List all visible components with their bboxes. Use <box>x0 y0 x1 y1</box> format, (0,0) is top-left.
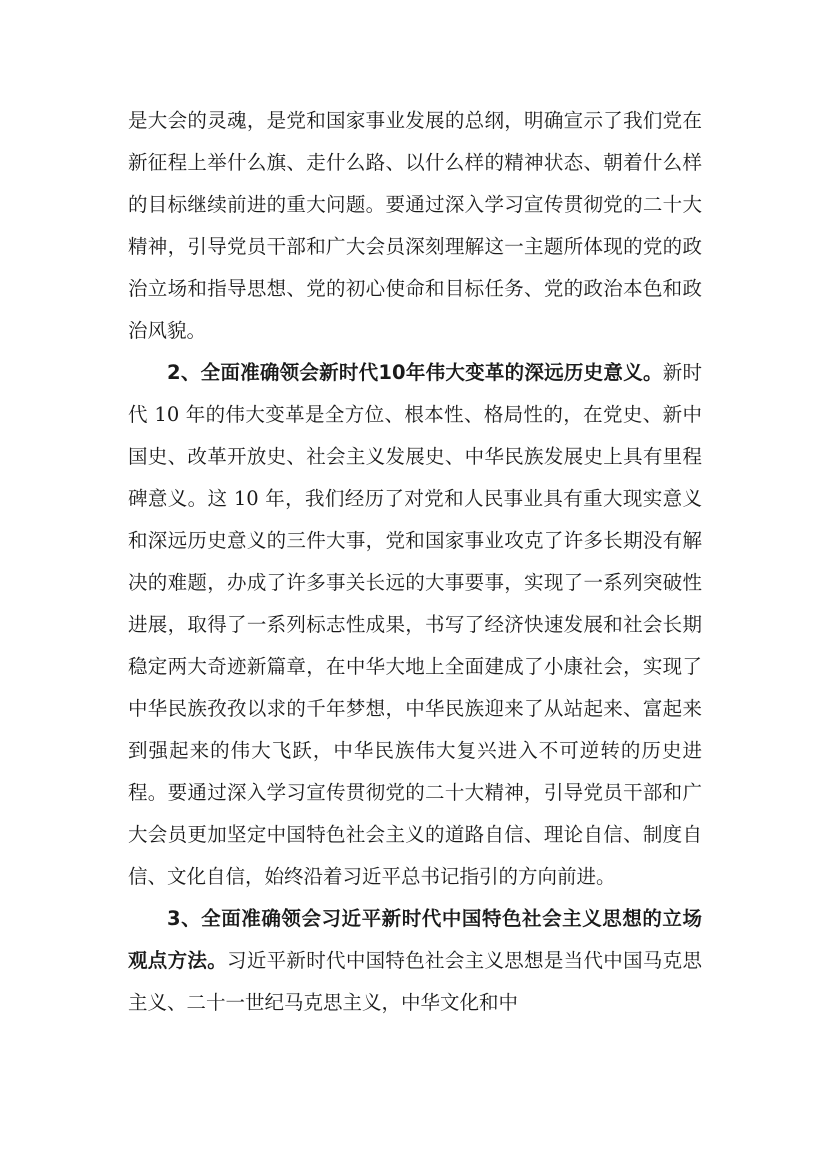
paragraph-1 <box>128 100 702 352</box>
paragraph-3 <box>128 898 702 1024</box>
paragraph-1-text: 是大会的灵魂，是党和国家事业发展的总纲，明确宣示了我们党在新征程上举什么旗、走什么路、以什么样的精神状态、朝着什么样的目标继续前进的重大问题。要通过深入学习宣传贯彻党的二十大精神，引导党员干部和广大会员深刻理解这一主题所体现的党的政治立场和指导思想、党的初心使命和目标任务、党的政治本色和政治风貌。 <box>128 109 702 342</box>
paragraph-2 <box>128 352 702 898</box>
paragraph-2-text: 新时代 10 年的伟大变革是全方位、根本性、格局性的，在党史、新中国史、改革开放史、社会主义发展史、中华民族发展史上具有里程碑意义。这 10 年，我们经历了对党和人民事业具有重大现实意义和深远历史意义的三件大事，党和国家事业攻克了许多长期没有解决的难题，办成了许多事关长远的大事要事，实现了一系列突破性进展，取得了一系列标志性成果，书写了经济快速发展和社会长期稳定两大奇迹新篇章，在中华大地上全面建成了小康社会，实现了中华民族孜孜以求的千年梦想，中华民族迎来了从站起来、富起来到强起来的伟大飞跃，中华民族伟大复兴进入不可逆转的历史进程。要通过深入学习宣传贯彻党的二十大精神，引导党员干部和广大会员更加坚定中国特色社会主义的道路自信、理论自信、制度自信、文化自信，始终沿着习近平总书记指引的方向前进。 <box>128 361 702 888</box>
section-heading-3: 3、全面准确领会习近平新时代中国特色社会主义思想的立场观点方法。 <box>128 907 702 972</box>
document-page <box>128 100 702 1024</box>
section-heading-2: 2、全面准确领会新时代10年伟大变革的深远历史意义。 <box>167 361 663 384</box>
paragraph-3-text: 习近平新时代中国特色社会主义思想是当代中国马克思主义、二十一世纪马克思主义，中华文化和中 <box>128 949 702 1014</box>
